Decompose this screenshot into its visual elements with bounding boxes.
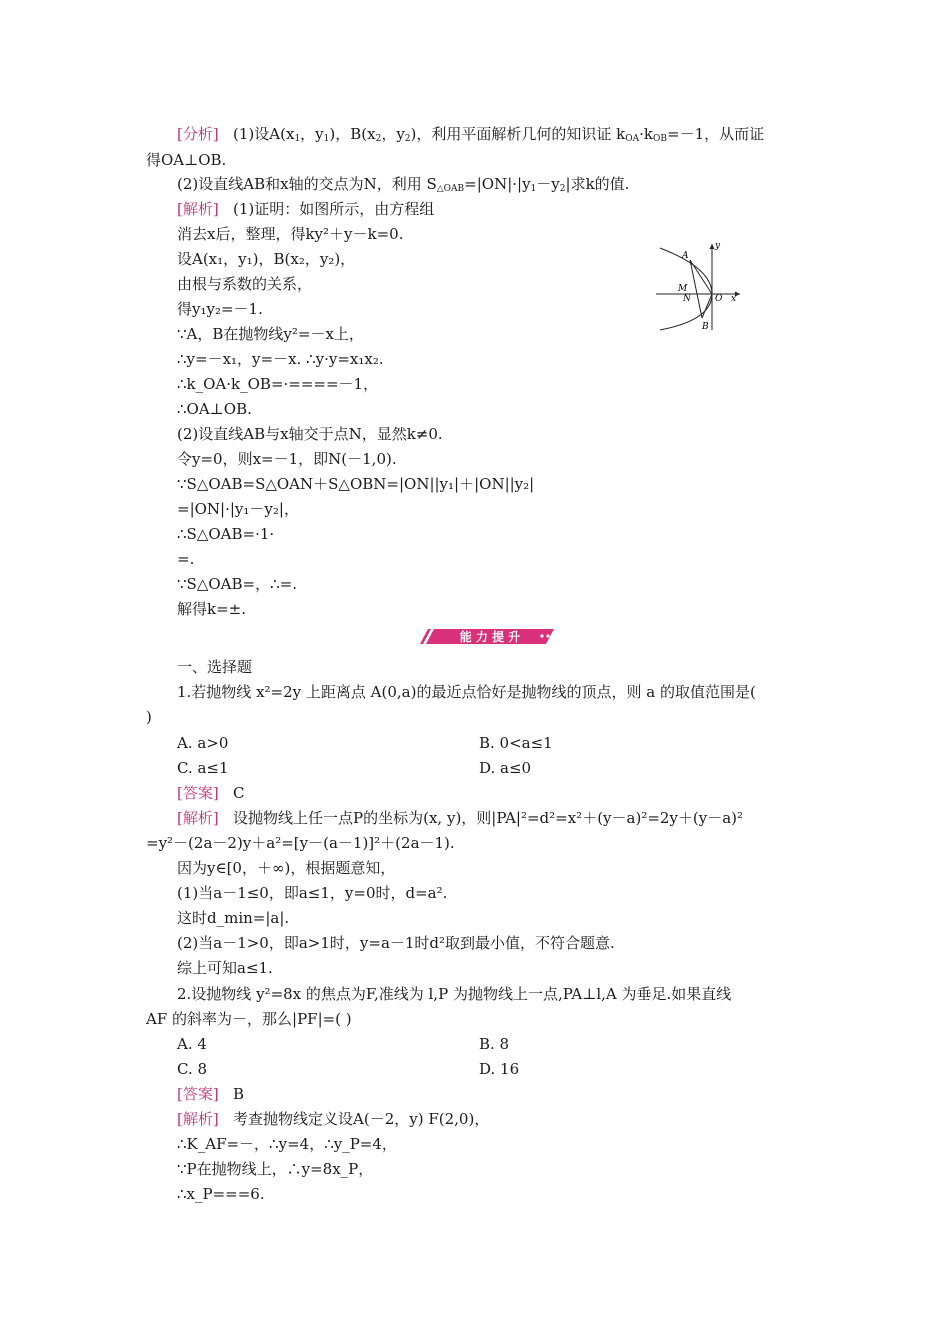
solution-line-2: 消去x后，整理，得ky²＋y－k=0. [177, 225, 404, 243]
q1-analysis-3: 因为y∈[0，＋∞)，根据题意知， [177, 859, 396, 877]
q2-answer: [答案] B [177, 1085, 245, 1103]
q1-answer: [答案] C [177, 784, 245, 802]
banner-title: 能 力 提 升 [459, 630, 521, 644]
segment-ob [702, 294, 712, 318]
label-a: A [682, 251, 689, 261]
solution-line-8: ∴k_OA·k_OB=·====－1， [177, 375, 379, 393]
q1-option-c: C. a≤1 [177, 759, 229, 777]
solution-tag: [解析] [177, 200, 219, 218]
q1-option-a: A. a>0 [177, 734, 229, 752]
q1-analysis-5: 这时d_min=|a|. [177, 909, 290, 927]
analysis-line-1: [分析] (1)设$A(x_1$，$y_1$)，$B(x_2$，$y_2$)，利用平面解析几何的知识证 $k_{OA}\cdot k_{OB}=-1$，从而证 [177, 125, 765, 144]
y-axis-arrow [710, 244, 715, 249]
q2-analysis-2: ∴K_AF=－，∴y=4，∴y_P=4， [177, 1135, 397, 1153]
q2-option-a: A. 4 [177, 1035, 207, 1053]
banner-dot-1 [540, 634, 543, 637]
solution-line-17: 解得k=±. [177, 600, 246, 618]
label-o: O [715, 294, 723, 304]
solution-line-4: 由根与系数的关系， [177, 275, 313, 293]
analysis-tag: [分析] [177, 125, 219, 143]
solution-line-13: =|ON|·|y₁－y₂|， [177, 500, 299, 518]
solution-line-15: =. [177, 550, 195, 568]
q2-answer-tag: [答案] [177, 1085, 219, 1103]
q2-analysis-tag: [解析] [177, 1110, 219, 1128]
section-heading: 一、选择题 [177, 658, 253, 676]
q2-stem-1: 2.设抛物线 y²=8x 的焦点为F,准线为 l,P 为抛物线上一点,PA⊥l,A 为垂足.如果直线 [177, 985, 732, 1003]
q2-option-c: C. 8 [177, 1060, 208, 1078]
q1-analysis-2: =y²－(2a－2)y＋a²=[y－(a－1)]²＋(2a－1). [146, 834, 455, 852]
q1-answer-tag: [答案] [177, 784, 219, 802]
q1-analysis-7: 综上可知a≤1. [177, 959, 273, 977]
solution-line-16: ∵S△OAB=，∴=. [177, 575, 297, 593]
solution-line-6: ∵A，B在抛物线y²=－x上， [177, 325, 364, 343]
solution-line-1: [解析] (1)证明：如图所示，由方程组 [177, 200, 435, 218]
label-y: y [715, 241, 721, 251]
q1-analysis-tag: [解析] [177, 809, 219, 827]
solution-line-3: 设A(x₁，y₁)，B(x₂，y₂)， [177, 250, 356, 268]
label-m: M [678, 284, 688, 294]
analysis-line-2: 得OA⊥OB. [146, 151, 227, 169]
label-n: N [683, 294, 691, 304]
q1-stem-2: ) [146, 708, 152, 726]
q2-stem-2: AF 的斜率为－，那么|PF|=( ) [146, 1010, 352, 1028]
q2-analysis-3: ∵P在抛物线上，∴y=8x_P， [177, 1160, 374, 1178]
label-b: B [702, 322, 709, 332]
q1-stem-1: 1.若抛物线 x²=2y 上距离点 A(0,a)的最近点恰好是抛物线的顶点，则 a 的取值范围是( [177, 683, 756, 701]
solution-line-14: ∴S△OAB=·1· [177, 525, 275, 543]
analysis-line-3: (2)设直线AB和x轴的交点为N，利用 $S_{\triangle OAB}=|ON|\cdot|y_1-y_2|$求k的值. [177, 175, 630, 194]
q1-analysis-6: (2)当a－1>0，即a>1时，y=a－1时d²取到最小值，不符合题意. [177, 934, 615, 952]
solution-line-12: ∵S△OAB=S△OAN＋S△OBN=|ON||y₁|＋|ON||y₂| [177, 475, 535, 493]
q2-option-b: B. 8 [479, 1035, 510, 1053]
q1-analysis-4: (1)当a－1≤0，即a≤1，y=0时，d=a². [177, 884, 448, 902]
label-x: x [731, 294, 737, 304]
solution-line-11: 令y=0，则x=－1，即N(－1,0). [177, 450, 397, 468]
solution-line-9: ∴OA⊥OB. [177, 400, 252, 418]
section-banner [420, 626, 560, 646]
solution-line-10: (2)设直线AB与x轴交于点N，显然k≠0. [177, 425, 443, 443]
q2-analysis-4: ∴x_P===6. [177, 1185, 265, 1203]
q2-option-d: D. 16 [479, 1060, 520, 1078]
parabola-figure [652, 238, 744, 332]
q2-analysis-1: [解析] 考查抛物线定义设A(－2，y) F(2,0)， [177, 1110, 490, 1128]
q1-analysis-1: [解析] 设抛物线上任一点P的坐标为(x, y)，则|PA|²=d²=x²＋(y－a)²=2y＋(y－a)² [177, 809, 744, 827]
solution-line-5: 得y₁y₂=－1. [177, 300, 263, 318]
banner-dot-2 [546, 634, 549, 637]
solution-line-7: ∴y=－x₁，y=－x. ∴y·y=x₁x₂. [177, 350, 384, 368]
q1-option-b: B. 0<a≤1 [479, 734, 553, 752]
q1-option-d: D. a≤0 [479, 759, 532, 777]
